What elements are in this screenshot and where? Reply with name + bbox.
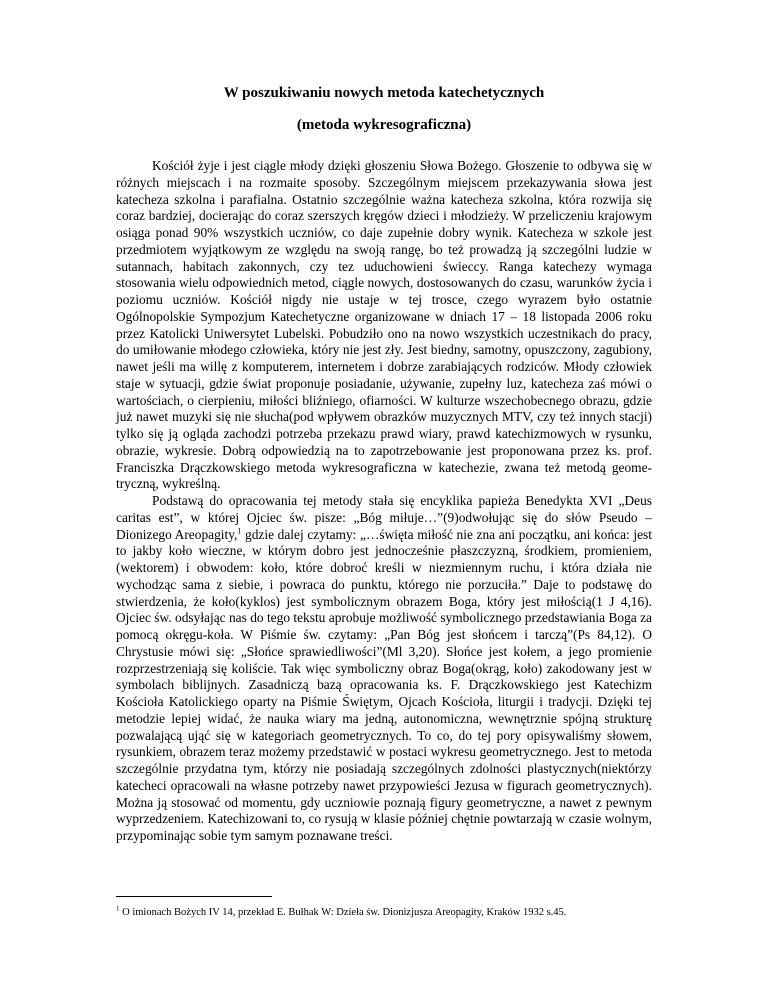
footnote-reference: 1 (237, 526, 242, 536)
document-page (116, 84, 652, 845)
footnote-separator (116, 896, 272, 897)
document-subtitle: (metoda wykresograficzna) (296, 117, 472, 133)
document-title: W poszukiwaniu nowych metoda katechetycznych (223, 85, 545, 101)
paragraph-2-part-2: gdzie dalej czytamy: „…święta miłość nie zna ani początku, ani końca: jest to jakby koło wieczne, w którym dobro jest jednocześnie płaszczyzną, środkiem, promieniem, (wektorem) i obwodem: koło, które dobroć kreśli w niezmiennym ruchu, i która działa nie wychodząc sama z siebie, i powraca do punktu, którego nie porzuciła.” Daje to podstawę do stwierdzenia, że koło(kyklos) jest symbolicznym obrazem Boga, który jest miłością(1 J 4,16). Ojciec św. odsyłając nas do tego tekstu aprobuje możliwość symbolicznego przedstawiania Boga za pomocą okręgu-koła. W Piśmie św. czytamy: „Pan Bóg jest słońcem i tarczą”(Ps 84,12). O Chrystusie mówi się: „Słońce sprawiedliwości”(Ml 3,20). Słońce jest kołem, a jego promienie rozprzestrzeniają się koliście. Tak więc symboliczny obraz Boga(okrąg, koło) zakodowany jest w symbolach biblijnych. Zasadniczą bazą opracowania ks. F. Drączkowskiego jest Katechizm Kościoła Katolickiego oparty na Piśmie Świętym, Ojcach Kościoła, liturgii i tradycji. Dzięki tej metodzie lepiej widać, że nauka wiary ma jedną, autonomiczna, wewnętrznie spójną strukturę pozwalającą ująć się w kategoriach geometrycznych. To co, do tej pory opisywaliśmy słowem, rysunkiem, obrazem teraz możemy przedstawić w postaci wykresu geometrycznego. Jest to metoda szczególnie przydatna tym, którzy nie posiadają szczególnych zdolności plastycznych(niektórzy katecheci opracowali na własne potrzeby nawet przypowieści Jezusa w figurach geometrycznych). Można ją stosować od momentu, gdy uczniowie poznają figury geometryczne, a nawet z pewnym wyprzedzeniem. Katechizowani to, co rysują w klasie później chętnie powtarzają w czasie wolnym, przypominając sobie tym samym poznawane treści. (116, 526, 652, 843)
footnote-text: O imionach Bożych IV 14, przekład E. Bułhak W: Dzieła św. Dionizjusza Areopagity, Kraków 1932 s.45. (119, 907, 567, 918)
paragraph-2 (116, 493, 652, 845)
paragraph-1: Kościół żyje i jest ciągle młody dzięki głoszeniu Słowa Bożego. Głoszenie to odbywa się w różnych miejscach i na rozmaite sposoby. Szczególnym miejscem przekazywania słowa jest katecheza szkolna i parafialna. Ostatnio szczególnie ważna katecheza szkolna, która rozwija się coraz bardziej, docierając do coraz szerszych kręgów dzieci i młodzieży. W przeliczeniu krajowym osiąga ponad 90% wszystkich uczniów, co daje zupełnie dobry wynik. Katecheza w szkole jest przedmiotem wyjątkowym ze względu na swoją rangę, bo też prowadzą ją szczególni ludzie w sutannach, habitach zakonnych, czy tez uduchowieni świeccy. Ranga katechezy wymaga stosowania wielu odpowiednich metod, ciągle nowych, dostosowanych do czasu, warunków życia i poziomu uczniów. Kościół nigdy nie ustaje w tej trosce, czego wyrazem było ostatnie Ogólnopolskie Sympozjum Katechetyczne organizowane w dniach 17 – 18 listopada 2006 roku przez Katolicki Uniwersytet Lubelski. Pobudziło ono na nowo wszystkich uczestnikach do pracy, do umiłowanie młodego człowieka, który nie jest zły. Jest biedny, samotny, opuszczony, zagubiony, nawet jeśli ma willę z komputerem, internetem i dobrze zarabiających rodziców. Młody człowiek staje w sytuacji, gdzie świat proponuje posiadanie, używanie, zupełny luz, katecheza zaś mówi o wartościach, o cierpieniu, miłości bliźniego, ofiarności. W kulturze wszechobecnego obrazu, gdzie już nawet muzyki się nie słucha(pod wpływem obrazków muzycznych MTV, czy też innych stacji) tylko się ją ogląda zachodzi potrzeba przekazu prawd wiary, prawd katechizmowych w rysunku, obrazie, wykresie. Dobrą odpowiedzią na to zapotrzebowanie jest proponowana przez ks. prof. Franciszka Drączkowskiego metoda wykresograficzna w katechezie, zwana też metodą geometryczną, wykreślną. (116, 158, 652, 492)
footnote-marker: 1 (116, 904, 120, 913)
paragraph-2-part-1: Podstawą do opracowania tej metody stała się encyklika papieża Benedykta XVI „Deus caritas est”, w której Ojciec św. pisze: „Bóg miłuje…”(9)odwołując się do słów Pseudo – Dionizego Areopagity, (116, 493, 652, 542)
footnote (116, 906, 676, 919)
document-body (116, 158, 652, 845)
